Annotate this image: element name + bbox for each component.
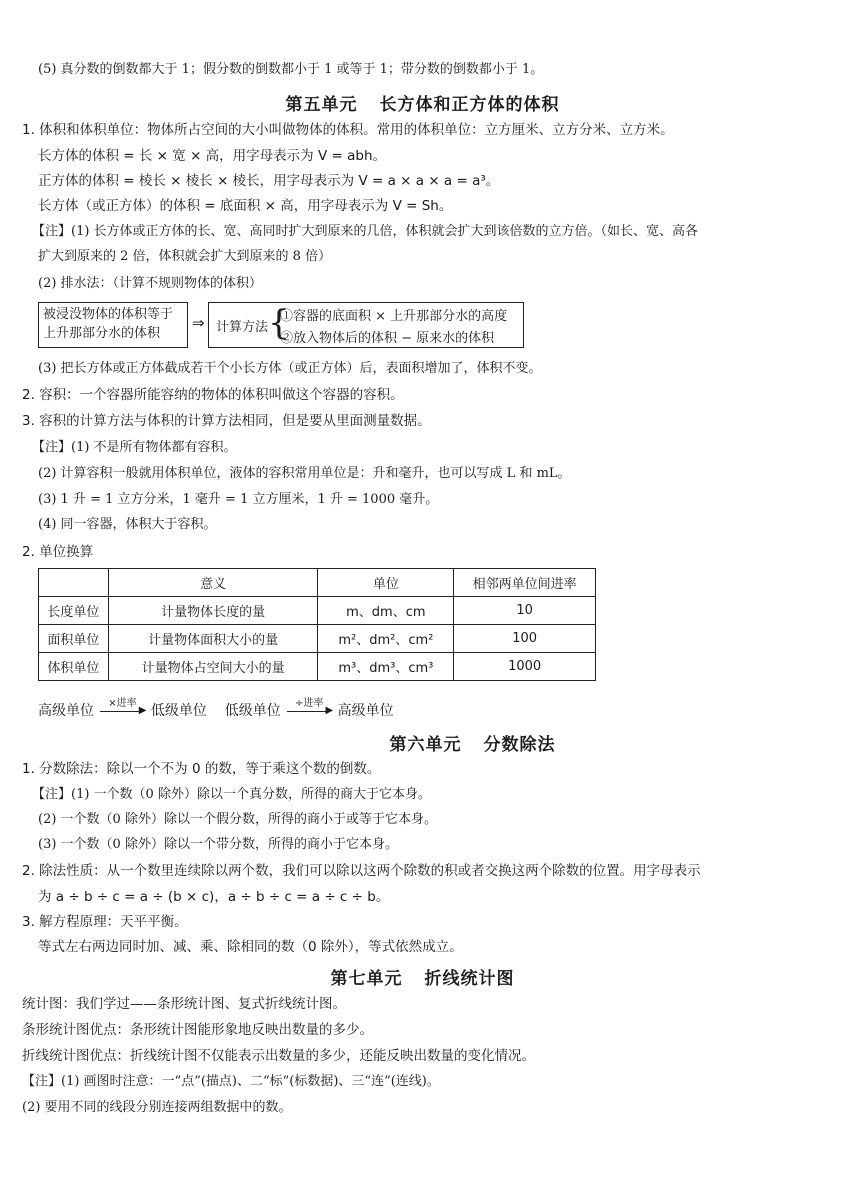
table-cell: 100 — [454, 625, 596, 653]
table-row — [39, 653, 596, 681]
unit5-title — [0, 90, 845, 115]
unit5-formula-cuboid: 长方体的体积 = 长 × 宽 × 高，用字母表示为 V = abh。 — [38, 148, 387, 164]
unit6-n1: 【注】(1) 一个数（0 除外）除以一个真分数，所得的商大于它本身。 — [32, 787, 431, 802]
table-row — [39, 597, 596, 625]
unit7-l3: 折线统计图优点：折线统计图不仅能表示出数量的多少，还能反映出数量的变化情况。 — [22, 1048, 535, 1064]
unit7-l1: 统计图：我们学过——条形统计图、复式折线统计图。 — [22, 996, 346, 1012]
table-cell: 10 — [454, 597, 596, 625]
table-cell: m、dm、cm — [318, 597, 454, 625]
unit7-title-name: 折线统计图 — [424, 969, 515, 989]
unit7-l2: 条形统计图优点：条形统计图能形象地反映出数量的多少。 — [22, 1022, 373, 1038]
table-header-row — [39, 569, 596, 597]
unit6-p3: 3. 解方程原理：天平平衡。 — [22, 914, 188, 930]
conv-high-unit: 高级单位 — [38, 703, 94, 719]
unit7-n1: 【注】(1) 画图时注意：一“点”(描点)、二“标”(标数据)、三“连”(连线)。 — [22, 1074, 440, 1089]
method-label: 计算方法 — [216, 320, 269, 335]
brace-symbol: { — [268, 303, 290, 343]
unit5-note1a: 【注】(1) 长方体或正方体的长、宽、高同时扩大到原来的几倍，体积就会扩大到该倍数的立方倍。（如长、宽、高各 — [32, 224, 699, 239]
unit6-p1: 1. 分数除法：除以一个不为 0 的数，等于乘这个数的倒数。 — [22, 761, 381, 777]
unit5-n2: (2) 计算容积一般就用体积单位，液体的容积常用单位是：升和毫升，也可以写成 L 和 mL。 — [38, 466, 571, 481]
unit6-p3b: 等式左右两边同时加、减、乘、除相同的数（0 除外），等式依然成立。 — [38, 939, 463, 955]
unit5-note3: (3) 把长方体或正方体截成若干个小长方体（或正方体）后，表面积增加了，体积不变。 — [38, 361, 542, 376]
conv-low-unit-2: 低级单位 — [224, 703, 281, 719]
unit5-formula-base: 长方体（或正方体）的体积 = 底面积 × 高，用字母表示为 V = Sh。 — [38, 198, 453, 214]
unit6-title-num: 第六单元 — [389, 735, 462, 755]
table-cell: 计量物体长度的量 — [108, 597, 318, 625]
table-cell: 计量物体面积大小的量 — [108, 625, 318, 653]
unit7-title — [0, 964, 845, 989]
implies-arrow: ⇒ — [192, 314, 205, 332]
box-left-line2: 上升那部分水的体积 — [43, 326, 161, 341]
multiply-rate-label: ×进率 — [108, 698, 137, 709]
table-cell: 长度单位 — [39, 597, 109, 625]
unit7-n2: (2) 要用不同的线段分别连接两组数据中的数。 — [22, 1100, 292, 1115]
table-cell: m³、dm³、cm³ — [318, 653, 454, 681]
method-option-1: ①容器的底面积 × 上升那部分水的高度 — [280, 309, 508, 324]
box-left-line1: 被浸没物体的体积等于 — [43, 307, 174, 322]
unit6-title-name: 分数除法 — [483, 735, 556, 755]
table-row — [39, 625, 596, 653]
divide-arrow-icon: ÷进率 ▶ — [285, 702, 333, 720]
unit5-p3: 3. 容积的计算方法与体积的计算方法相同，但是要从里面测量数据。 — [22, 413, 431, 429]
table-header — [39, 569, 109, 597]
method-option-2: ②放入物体后的体积 − 原来水的体积 — [280, 331, 495, 346]
unit5-title-num: 第五单元 — [285, 95, 358, 115]
unit5-n4: (4) 同一容器，体积大于容积。 — [38, 517, 217, 532]
unit5-p4: 2. 单位换算 — [22, 544, 94, 560]
unit-conversion-table — [38, 568, 596, 681]
table-cell: 计量物体占空间大小的量 — [108, 653, 318, 681]
unit5-note2: (2) 排水法：（计算不规则物体的体积） — [38, 276, 263, 291]
unit6-n3: (3) 一个数（0 除外）除以一个带分数，所得的商小于它本身。 — [38, 837, 398, 852]
unit6-title — [50, 730, 845, 755]
intro-line: (5) 真分数的倒数都大于 1；假分数的倒数都小于 1 或等于 1；带分数的倒数都小于 1。 — [38, 62, 544, 77]
table-header: 单位 — [318, 569, 454, 597]
conv-low-unit: 低级单位 — [150, 703, 207, 719]
unit6-p2a: 2. 除法性质：从一个数里连续除以两个数，我们可以除以这两个除数的积或者交换这两个除数的位置。用字母表示 — [22, 863, 701, 879]
unit5-formula-cube: 正方体的体积 = 棱长 × 棱长 × 棱长，用字母表示为 V = a × a × a = a³。 — [38, 173, 500, 189]
table-cell: 面积单位 — [39, 625, 109, 653]
unit5-title-name: 长方体和正方体的体积 — [379, 95, 560, 115]
conversion-rule — [38, 700, 394, 720]
conv-high-unit-2: 高级单位 — [337, 703, 394, 719]
displacement-left-box — [38, 302, 188, 348]
divide-rate-label: ÷进率 — [294, 698, 324, 709]
table-cell: m²、dm²、cm² — [318, 625, 454, 653]
unit5-n1: 【注】(1) 不是所有物体都有容积。 — [32, 440, 237, 455]
table-header: 相邻两单位间进率 — [454, 569, 596, 597]
unit5-n3: (3) 1 升 = 1 立方分米，1 毫升 = 1 立方厘米，1 升 = 1000 毫升。 — [38, 492, 439, 507]
table-header: 意义 — [108, 569, 318, 597]
table-cell: 1000 — [454, 653, 596, 681]
unit6-p2b: 为 a ÷ b ÷ c = a ÷ (b × c)，a ÷ b ÷ c = a ÷ c ÷ b。 — [38, 889, 390, 905]
unit5-note1b: 扩大到原来的 2 倍，体积就会扩大到原来的 8 倍） — [38, 249, 332, 264]
multiply-arrow-icon: ×进率 ▶ — [98, 702, 146, 720]
unit6-n2: (2) 一个数（0 除外）除以一个假分数，所得的商小于或等于它本身。 — [38, 812, 437, 827]
unit5-p2: 2. 容积：一个容器所能容纳的物体的体积叫做这个容器的容积。 — [22, 387, 404, 403]
unit5-p1: 1. 体积和体积单位：物体所占空间的大小叫做物体的体积。常用的体积单位：立方厘米、立方分米、立方米。 — [22, 122, 674, 138]
unit7-title-num: 第七单元 — [330, 969, 403, 989]
table-cell: 体积单位 — [39, 653, 109, 681]
